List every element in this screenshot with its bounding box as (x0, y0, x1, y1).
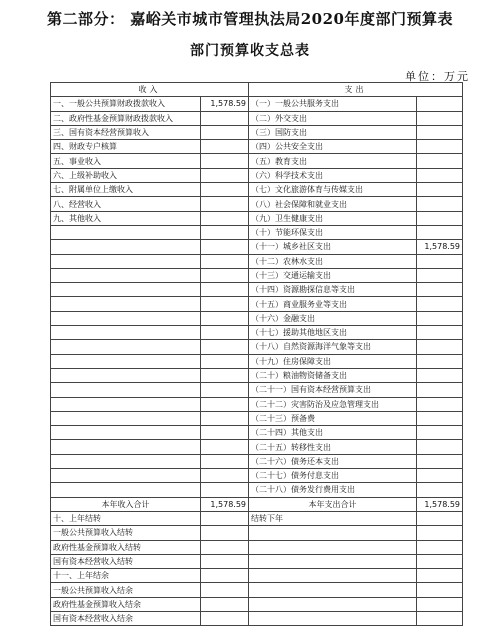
expenditure-amount-cell (417, 411, 463, 425)
expenditure-item-cell: （二）外交支出 (249, 111, 417, 125)
table-row (51, 483, 463, 497)
table-row (51, 168, 463, 182)
table-row (51, 569, 463, 583)
table-row (51, 526, 463, 540)
expenditure-item-cell: （十六）金融支出 (249, 311, 417, 325)
income-item-cell: 十一、上年结余 (51, 569, 201, 583)
income-amount-cell (201, 197, 249, 211)
expenditure-amount-cell: 1,578.59 (417, 240, 463, 254)
income-amount-cell (201, 469, 249, 483)
expenditure-item-cell: （十九）住房保障支出 (249, 354, 417, 368)
expenditure-amount-cell (417, 311, 463, 325)
income-item-cell (51, 340, 201, 354)
table-row (51, 297, 463, 311)
income-amount-cell (201, 168, 249, 182)
expenditure-item-cell (249, 597, 417, 611)
table-row (51, 283, 463, 297)
income-item-cell (51, 368, 201, 382)
income-amount-cell (201, 440, 249, 454)
expenditure-item-cell: （五）教育支出 (249, 154, 417, 168)
expenditure-amount-cell (417, 611, 463, 625)
table-row (51, 240, 463, 254)
table-row (51, 368, 463, 382)
document-title: 第二部分： 嘉峪关市城市管理执法局2020年度部门预算表 (47, 10, 453, 28)
expenditure-amount-cell (417, 154, 463, 168)
income-amount-cell (201, 354, 249, 368)
income-amount-cell (201, 240, 249, 254)
income-amount-cell (201, 368, 249, 382)
income-amount-cell (201, 397, 249, 411)
income-amount-cell (201, 383, 249, 397)
table-row (51, 454, 463, 468)
income-item-cell (51, 469, 201, 483)
expenditure-item-cell (249, 583, 417, 597)
income-amount-cell (201, 225, 249, 239)
income-item-cell (51, 240, 201, 254)
income-item-cell (51, 483, 201, 497)
income-item-cell (51, 440, 201, 454)
income-item-cell: 政府性基金预算收入结转 (51, 540, 201, 554)
expenditure-amount-cell (417, 583, 463, 597)
income-amount-cell (201, 111, 249, 125)
expenditure-item-cell: （二十四）其他支出 (249, 426, 417, 440)
expenditure-item-cell: （十四）资源勘探信息等支出 (249, 283, 417, 297)
table-row (51, 611, 463, 625)
income-amount-cell (201, 511, 249, 525)
table-row (51, 340, 463, 354)
expenditure-amount-cell (417, 111, 463, 125)
budget-table (50, 82, 463, 626)
expenditure-item-cell: （三）国防支出 (249, 125, 417, 139)
table-header-row (51, 83, 463, 97)
income-item-cell (51, 283, 201, 297)
income-item-cell: 一般公共预算收入结转 (51, 526, 201, 540)
income-header: 收入 (51, 83, 249, 97)
expenditure-item-cell: （十八）自然资源海洋气象等支出 (249, 340, 417, 354)
income-item-cell (51, 254, 201, 268)
income-amount-cell (201, 183, 249, 197)
income-item-cell: 政府性基金预算收入结余 (51, 597, 201, 611)
table-row (51, 426, 463, 440)
table-row (51, 554, 463, 568)
income-total-amount: 1,578.59 (201, 497, 249, 511)
expenditure-item-cell: （二十二）灾害防治及应急管理支出 (249, 397, 417, 411)
table-row (51, 125, 463, 139)
income-item-cell: 一般公共预算收入结余 (51, 583, 201, 597)
income-amount-cell (201, 125, 249, 139)
income-amount-cell (201, 569, 249, 583)
expenditure-amount-cell (417, 283, 463, 297)
expenditure-amount-cell (417, 225, 463, 239)
income-amount-cell (201, 611, 249, 625)
table-row (51, 111, 463, 125)
income-item-cell (51, 268, 201, 282)
expenditure-amount-cell (417, 168, 463, 182)
table-row (51, 154, 463, 168)
income-item-cell: 国有资本经营收入结余 (51, 611, 201, 625)
income-item-cell: 五、事业收入 (51, 154, 201, 168)
expenditure-item-cell (249, 611, 417, 625)
income-total-label: 本年收入合计 (51, 497, 201, 511)
expenditure-item-cell: 结转下年 (249, 511, 417, 525)
income-amount-cell (201, 211, 249, 225)
income-amount-cell (201, 426, 249, 440)
expenditure-header: 支出 (249, 83, 463, 97)
expenditure-total-label: 本年支出合计 (249, 497, 417, 511)
expenditure-amount-cell (417, 426, 463, 440)
expenditure-item-cell: （二十五）转移性支出 (249, 440, 417, 454)
income-item-cell: 三、国有资本经营预算收入 (51, 125, 201, 139)
table-row (51, 140, 463, 154)
income-item-cell (51, 297, 201, 311)
table-row (51, 326, 463, 340)
table-row (51, 211, 463, 225)
income-amount-cell (201, 283, 249, 297)
expenditure-amount-cell (417, 140, 463, 154)
expenditure-item-cell: （九）卫生健康支出 (249, 211, 417, 225)
expenditure-amount-cell (417, 440, 463, 454)
expenditure-item-cell: （一）一般公共服务支出 (249, 97, 417, 111)
expenditure-item-cell: （十二）农林水支出 (249, 254, 417, 268)
income-item-cell: 六、上级补助收入 (51, 168, 201, 182)
expenditure-item-cell: （四）公共安全支出 (249, 140, 417, 154)
expenditure-amount-cell (417, 469, 463, 483)
income-item-cell: 七、附属单位上缴收入 (51, 183, 201, 197)
income-amount-cell (201, 140, 249, 154)
expenditure-amount-cell (417, 326, 463, 340)
income-item-cell: 四、财政专户核算 (51, 140, 201, 154)
expenditure-item-cell: （二十三）预备费 (249, 411, 417, 425)
totals-row (51, 497, 463, 511)
table-row (51, 383, 463, 397)
expenditure-amount-cell (417, 183, 463, 197)
income-item-cell (51, 426, 201, 440)
expenditure-amount-cell (417, 368, 463, 382)
income-amount-cell (201, 454, 249, 468)
expenditure-amount-cell (417, 569, 463, 583)
expenditure-amount-cell (417, 511, 463, 525)
income-item-cell (51, 383, 201, 397)
table-row (51, 397, 463, 411)
income-amount-cell (201, 597, 249, 611)
table-row (51, 254, 463, 268)
expenditure-item-cell: （十）节能环保支出 (249, 225, 417, 239)
income-amount-cell (201, 326, 249, 340)
table-row (51, 197, 463, 211)
expenditure-total-amount: 1,578.59 (417, 497, 463, 511)
table-row (51, 354, 463, 368)
income-amount-cell (201, 268, 249, 282)
expenditure-item-cell: （六）科学技术支出 (249, 168, 417, 182)
income-item-cell (51, 397, 201, 411)
expenditure-amount-cell (417, 297, 463, 311)
table-row (51, 511, 463, 525)
expenditure-item-cell: （八）社会保障和就业支出 (249, 197, 417, 211)
income-item-cell (51, 225, 201, 239)
income-amount-cell (201, 311, 249, 325)
income-amount-cell (201, 483, 249, 497)
expenditure-amount-cell (417, 354, 463, 368)
income-amount-cell (201, 254, 249, 268)
table-row (51, 268, 463, 282)
expenditure-item-cell: （十七）援助其他地区支出 (249, 326, 417, 340)
expenditure-item-cell: （二十）粮油物资储备支出 (249, 368, 417, 382)
income-item-cell: 国有资本经营收入结转 (51, 554, 201, 568)
expenditure-amount-cell (417, 554, 463, 568)
expenditure-item-cell (249, 540, 417, 554)
income-item-cell (51, 311, 201, 325)
expenditure-item-cell (249, 526, 417, 540)
budget-table-body (51, 83, 463, 626)
income-amount-cell: 1,578.59 (201, 97, 249, 111)
income-item-cell: 二、政府性基金预算财政拨款收入 (51, 111, 201, 125)
expenditure-amount-cell (417, 454, 463, 468)
income-item-cell: 一、一般公共预算财政拨款收入 (51, 97, 201, 111)
income-item-cell (51, 354, 201, 368)
table-row (51, 311, 463, 325)
expenditure-item-cell (249, 554, 417, 568)
expenditure-amount-cell (417, 125, 463, 139)
expenditure-amount-cell (417, 211, 463, 225)
expenditure-amount-cell (417, 340, 463, 354)
income-amount-cell (201, 297, 249, 311)
expenditure-item-cell: （十三）交通运输支出 (249, 268, 417, 282)
expenditure-item-cell: （二十八）债务发行费用支出 (249, 483, 417, 497)
income-amount-cell (201, 554, 249, 568)
expenditure-item-cell: （十一）城乡社区支出 (249, 240, 417, 254)
income-item-cell: 八、经营收入 (51, 197, 201, 211)
expenditure-amount-cell (417, 540, 463, 554)
income-item-cell: 十、上年结转 (51, 511, 201, 525)
expenditure-amount-cell (417, 397, 463, 411)
income-amount-cell (201, 340, 249, 354)
expenditure-amount-cell (417, 197, 463, 211)
expenditure-amount-cell (417, 254, 463, 268)
table-title: 部门预算收支总表 (190, 43, 310, 59)
income-item-cell (51, 326, 201, 340)
expenditure-amount-cell (417, 97, 463, 111)
expenditure-item-cell: （二十一）国有资本经营预算支出 (249, 383, 417, 397)
table-row (51, 411, 463, 425)
table-row (51, 97, 463, 111)
table-row (51, 583, 463, 597)
expenditure-amount-cell (417, 526, 463, 540)
table-row (51, 597, 463, 611)
table-row (51, 440, 463, 454)
income-amount-cell (201, 526, 249, 540)
income-item-cell: 九、其他收入 (51, 211, 201, 225)
income-item-cell (51, 411, 201, 425)
expenditure-item-cell: （七）文化旅游体育与传媒支出 (249, 183, 417, 197)
expenditure-item-cell: （二十六）债务还本支出 (249, 454, 417, 468)
expenditure-item-cell: （十五）商业服务业等支出 (249, 297, 417, 311)
unit-label: 单位：万元 (405, 70, 470, 83)
expenditure-amount-cell (417, 483, 463, 497)
table-row (51, 225, 463, 239)
income-item-cell (51, 454, 201, 468)
table-row (51, 540, 463, 554)
income-amount-cell (201, 411, 249, 425)
expenditure-item-cell (249, 569, 417, 583)
table-row (51, 469, 463, 483)
expenditure-item-cell: （二十七）债务付息支出 (249, 469, 417, 483)
income-amount-cell (201, 540, 249, 554)
expenditure-amount-cell (417, 268, 463, 282)
income-amount-cell (201, 154, 249, 168)
income-amount-cell (201, 583, 249, 597)
expenditure-amount-cell (417, 597, 463, 611)
expenditure-amount-cell (417, 383, 463, 397)
table-row (51, 183, 463, 197)
